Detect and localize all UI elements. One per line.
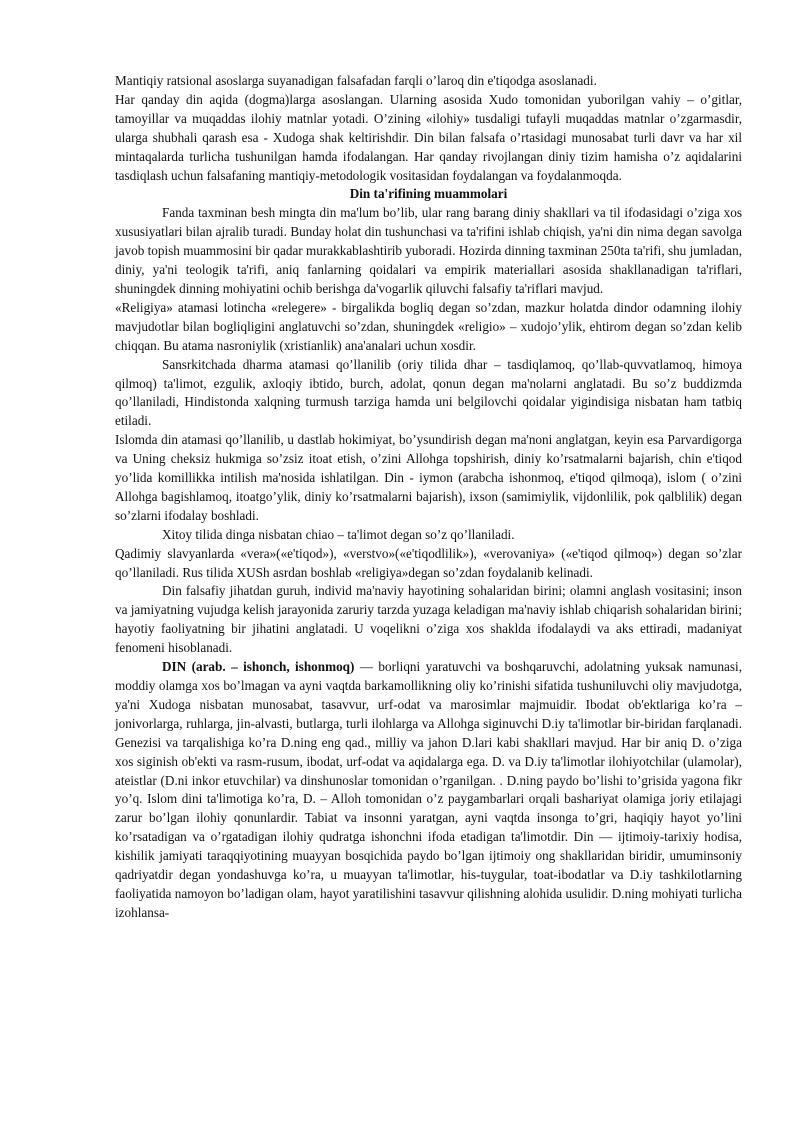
term-din: DIN (arab. – ishonch, ishonmoq) (162, 659, 355, 675)
din-definition-text: — borliqni yaratuvchi va boshqaruvchi, adolatning yuksak namunasi, moddiy olamga xos bo’lmagan va ayni vaqtda barkamollikning oliy ko’rinishi sifatida tushuniluvchi oliy mavjudotga, ya'ni Xudoga nisbatan munosabat, tasavvur, urf-odat va marosimlar majmuidir. Ibodat ob'ektlariga ko’ra – jonivorlarga, ruhlarga, jin-alvasti, butlarga, turli ilohlarga va Allohga siginuvchi D.iy ta'limotlar bir-biridan farqlanadi. Genezisi va tarqalishiga ko’ra D.ning eng qad., milliy va jahon D.lari kabi shakllari mavjud. Har bir aniq D. o’ziga xos siginish ob'ekti va rasm-rusum, ibodat, urf-odat va aqidalarga ega. D. va D.iy ta'limotlar ilohiyotchilar (ulamolar), ateistlar (D.ni inkor etuvchilar) va dinshunoslar tomonidan o’rganilgan. . D.ning paydo bo’lishi to’grisida yagona fikr yo’q. Islom dini ta'limotiga ko’ra, D. – Alloh tomonidan o’z paygambarlari orqali bashariyat olamiga joriy etilajagi zarur bo’lgan ilohiy qonunlardir. Tabiat va insonni yaratgan, ayni vaqtda insonga to’gri, haqiqiy hayot yo’lini ko’rsatadigan va o’rgatadigan ilohiy qudratga ishonchni ifoda etadigan ta'limotdir. Din — ijtimoiy-tarixiy hodisa, kishilik jamiyati taraqqiyotining muayyan bosqichida paydo bo’lgan ijtimoiy ong shakllaridan biridir, umuminsoniy qadriyatdir degan yondashuvga ko’ra, u muayyan ta'limotlar, his-tuygular, toat-ibodatlar va D.iy tashkilotlarning faoliyatida namoyon bo’ladigan olam, hayot yaratilishini tasavvur qilishning alohida usulidir. D.ning mohiyati turlicha izohlansa- (115, 659, 742, 920)
paragraph-intro: Mantiqiy ratsional asoslarga suyanadigan falsafadan farqli o’laroq din e'tiqodga asoslanadi. (115, 73, 597, 88)
paragraph-religiya: «Religiya» atamasi lotincha «relegere» - birgalikda bogliq degan so’zdan, mazkur holatda dindor odamning ilohiy mavjudotlar bilan bogliqligini anglatuvchi so’zdan, shuningdek «religio» – xudojo’ylik, ehtirom degan so’zdan kelib chiqqan. Bu atama nasroniylik (xristianlik) ana'analari uchun xosdir. (115, 299, 742, 353)
paragraph-islam: Islomda din atamasi qo’llanilib, u dastlab hokimiyat, bo’ysundirish degan ma'noni anglatgan, keyin esa Parvardigorga va Uning cheksiz hukmiga so’zsiz itoat etish, o’zini Allohga topshirish, diniy ko’rsatmalarni bajarish, chin e'tiqod yo’lida komillikka intilish ma'nosida ishlatilgan. Din - iymon (arabcha ishonmoq, e'tiqod qilmoqa), islom ( o’zini Allohga bagishlamoq, itoatgo’ylik, diniy ko’rsatmalarni bajarish), ixson (samimiylik, vijdonlilik, pok qalblilik) degan so’zlarni ifodalay boshladi. (115, 432, 742, 523)
paragraph-dharma: Sansrkitchada dharma atamasi qo’llanilib (oriy tilida dhar – tasdiqlamoq, qo’llab-quvvatlamoq, himoya qilmoq) ta'limot, ezgulik, axloqiy ibtido, burch, adolat, qonun degan ma'nolarni anglatadi. Bu so’z buddizmda qo’llaniladi, Hindistonda xalqning turmush tarziga hamda uni belgilovchi qoidalar yigindisiga nisbatan ham tatbiq etiladi. (115, 356, 742, 429)
section-heading: Din ta'rifining muammolari (349, 186, 508, 202)
document-page (115, 72, 742, 923)
paragraph-dogma: Har qanday din aqida (dogma)larga asoslangan. Ularning asosida Xudo tomonidan yuborilgan vahiy – o’gitlar, tamoyillar va muqaddas ilohiy matnlar yotadi. O’zining «ilohiy» tusdaligi tufayli muqaddas matnlar o’zgarmasdir, ularga shubhali qarash esa - Xudoga shak keltirishdir. Din bilan falsafa o’rtasidagi munosabat turli davr va har xil mintaqalarda turlicha tushunilgan hamda ifodalangan. Har qanday rivojlangan diniy tizim hamisha o’z aqidalarini tasdiqlash uchun falsafaning mantiqiy-metodologik vositasidan foydalangan va foydalanmoqda. (115, 91, 742, 183)
paragraph-chinese: Xitoy tilida dinga nisbatan chiao – ta'limot degan so’z qo’llaniladi. (162, 526, 515, 542)
paragraph-definitions: Fanda taxminan besh mingta din ma'lum bo’lib, ular rang barang diniy shakllari va til ifodasidagi o’ziga xos xususiyatlari bilan ajralib turadi. Bunday holat din tushunchasi va ta'rifini ishlab chiqish, ya'ni din nima degan savolga javob topish muammosini bir qadar murakkablashtirib yuboradi. Hozirda dinning taxminan 250ta ta'rifi, shu jumladan, diniy, ya'ni teologik ta'rifi, aniq fanlarning qoidalari va empirik materiallari asosida shakllanadigan ta'riflari, shuningdek dinning mohiyatini ochib berishga da'vogarlik qiluvchi falsafiy ta'riflari mavjud. (115, 205, 742, 296)
paragraph-slavic: Qadimiy slavyanlarda «vera»(«e'tiqod»), «verstvo»(«e'tiqodlilik»), «verovaniya» («e'tiqod qilmoq») degan so’zlar qo’llaniladi. Rus tilida XUSh asrdan boshlab «religiya»degan so’zdan foydalanib kelinadi. (115, 545, 742, 580)
paragraph-din-definition (115, 658, 742, 923)
paragraph-philosophy: Din falsafiy jihatdan guruh, individ ma'naviy hayotining sohalaridan birini; olamni anglash vositasini; inson va jamiyatning vujudga kelish jarayonida zaruriy tarzda yuzaga keladigan ma'naviy ishlab chiqarish sohalaridan birini; hayotiy faoliyatning bir jihatini anglatadi. U voqelikni o’ziga xos shaklda ifodalaydi va aks ettiradi, madaniyat fenomeni hisoblanadi. (115, 583, 742, 656)
